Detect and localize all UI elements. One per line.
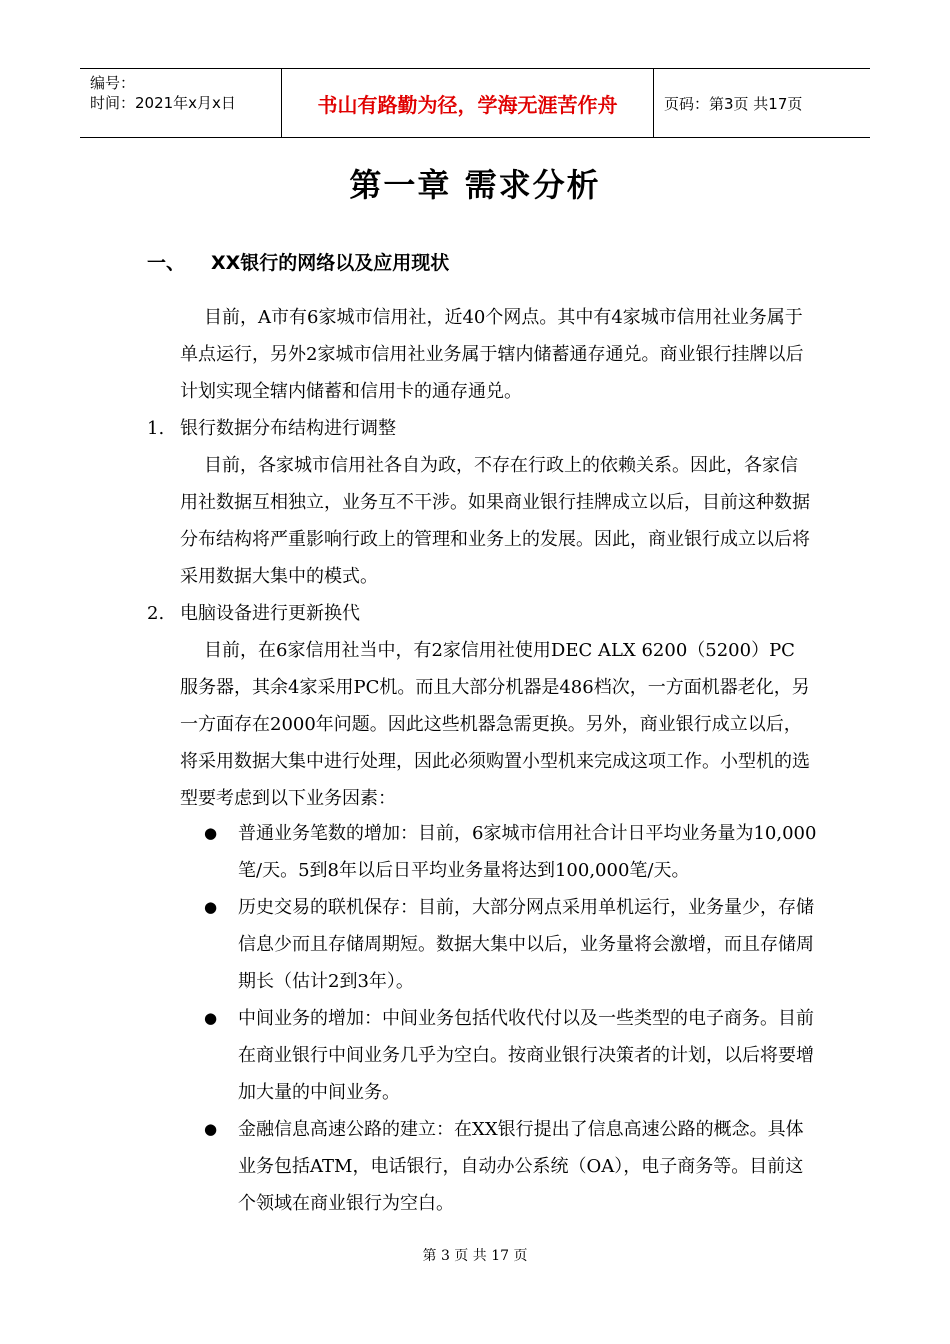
bullet-item	[204, 1000, 820, 1111]
chapter-title: 第一章 需求分析	[349, 166, 601, 204]
bullet-item	[204, 1111, 820, 1222]
bullet-icon: ●	[204, 898, 218, 916]
section-title: XX银行的网络以及应用现状	[211, 252, 450, 274]
list-item-1-heading	[147, 410, 396, 447]
bullet-icon: ●	[204, 1009, 218, 1027]
section-number: 一、	[147, 252, 186, 274]
list-item-2-heading	[147, 595, 360, 632]
list-item-number: 2.	[147, 603, 165, 624]
bullet-text: 金融信息高速公路的建立：在XX银行提出了信息高速公路的概念。具体业务包括ATM，电话银行，自动办公系统（OA），电子商务等。目前这个领域在商业银行为空白。	[238, 1119, 804, 1214]
section-heading	[147, 248, 449, 275]
document-date: 时间：2021年x月x日	[90, 94, 236, 112]
bullet-icon: ●	[204, 1120, 218, 1138]
page-footer: 第 3 页 共 17 页	[422, 1248, 528, 1264]
intro-paragraph: 目前，A市有6家城市信用社，近40个网点。其中有4家城市信用社业务属于单点运行，另外2家城市信用社业务属于辖内储蓄通存通兑。商业银行挂牌以后计划实现全辖内储蓄和信用卡的通存通兑。	[180, 307, 804, 402]
bullet-icon: ●	[204, 824, 218, 842]
bullet-text: 中间业务的增加：中间业务包括代收代付以及一些类型的电子商务。目前在商业银行中间业务几乎为空白。按商业银行决策者的计划，以后将要增加大量的中间业务。	[238, 1008, 814, 1103]
bullet-text: 普通业务笔数的增加：目前，6家城市信用社合计日平均业务量为10,000笔/天。5到8年以后日平均业务量将达到100,000笔/天。	[238, 823, 817, 881]
page-header	[80, 68, 870, 138]
bullet-item	[204, 815, 820, 889]
list-item-title: 电脑设备进行更新换代	[180, 603, 360, 624]
header-motto: 书山有路勤为径，学海无涯苦作舟	[282, 69, 654, 137]
header-page-info: 页码：第3页 共17页	[664, 94, 803, 113]
bullet-text: 历史交易的联机保存：目前，大部分网点采用单机运行，业务量少，存储信息少而且存储周期短。数据大集中以后，业务量将会激增，而且存储周期长（估计2到3年）。	[238, 897, 814, 992]
list-item-number: 1.	[147, 418, 165, 439]
item-2-body: 目前，在6家信用社当中，有2家信用社使用DEC ALX 6200（5200）PC服务器，其余4家采用PC机。而且大部分机器是486档次，一方面机器老化，另一方面存在2000年问题。因此这些机器急需更换。另外，商业银行成立以后，将采用数据大集中进行处理，因此必须购置小型机来完成这项工作。小型机的选型要考虑到以下业务因素：	[180, 640, 810, 809]
document-number-label: 编号：	[90, 74, 136, 92]
bullet-item	[204, 889, 820, 1000]
item-1-body: 目前，各家城市信用社各自为政，不存在行政上的依赖关系。因此，各家信用社数据互相独立，业务互不干涉。如果商业银行挂牌成立以后，目前这种数据分布结构将严重影响行政上的管理和业务上的发展。因此，商业银行成立以后将采用数据大集中的模式。	[180, 455, 810, 587]
header-meta	[80, 69, 282, 137]
list-item-title: 银行数据分布结构进行调整	[180, 418, 396, 439]
